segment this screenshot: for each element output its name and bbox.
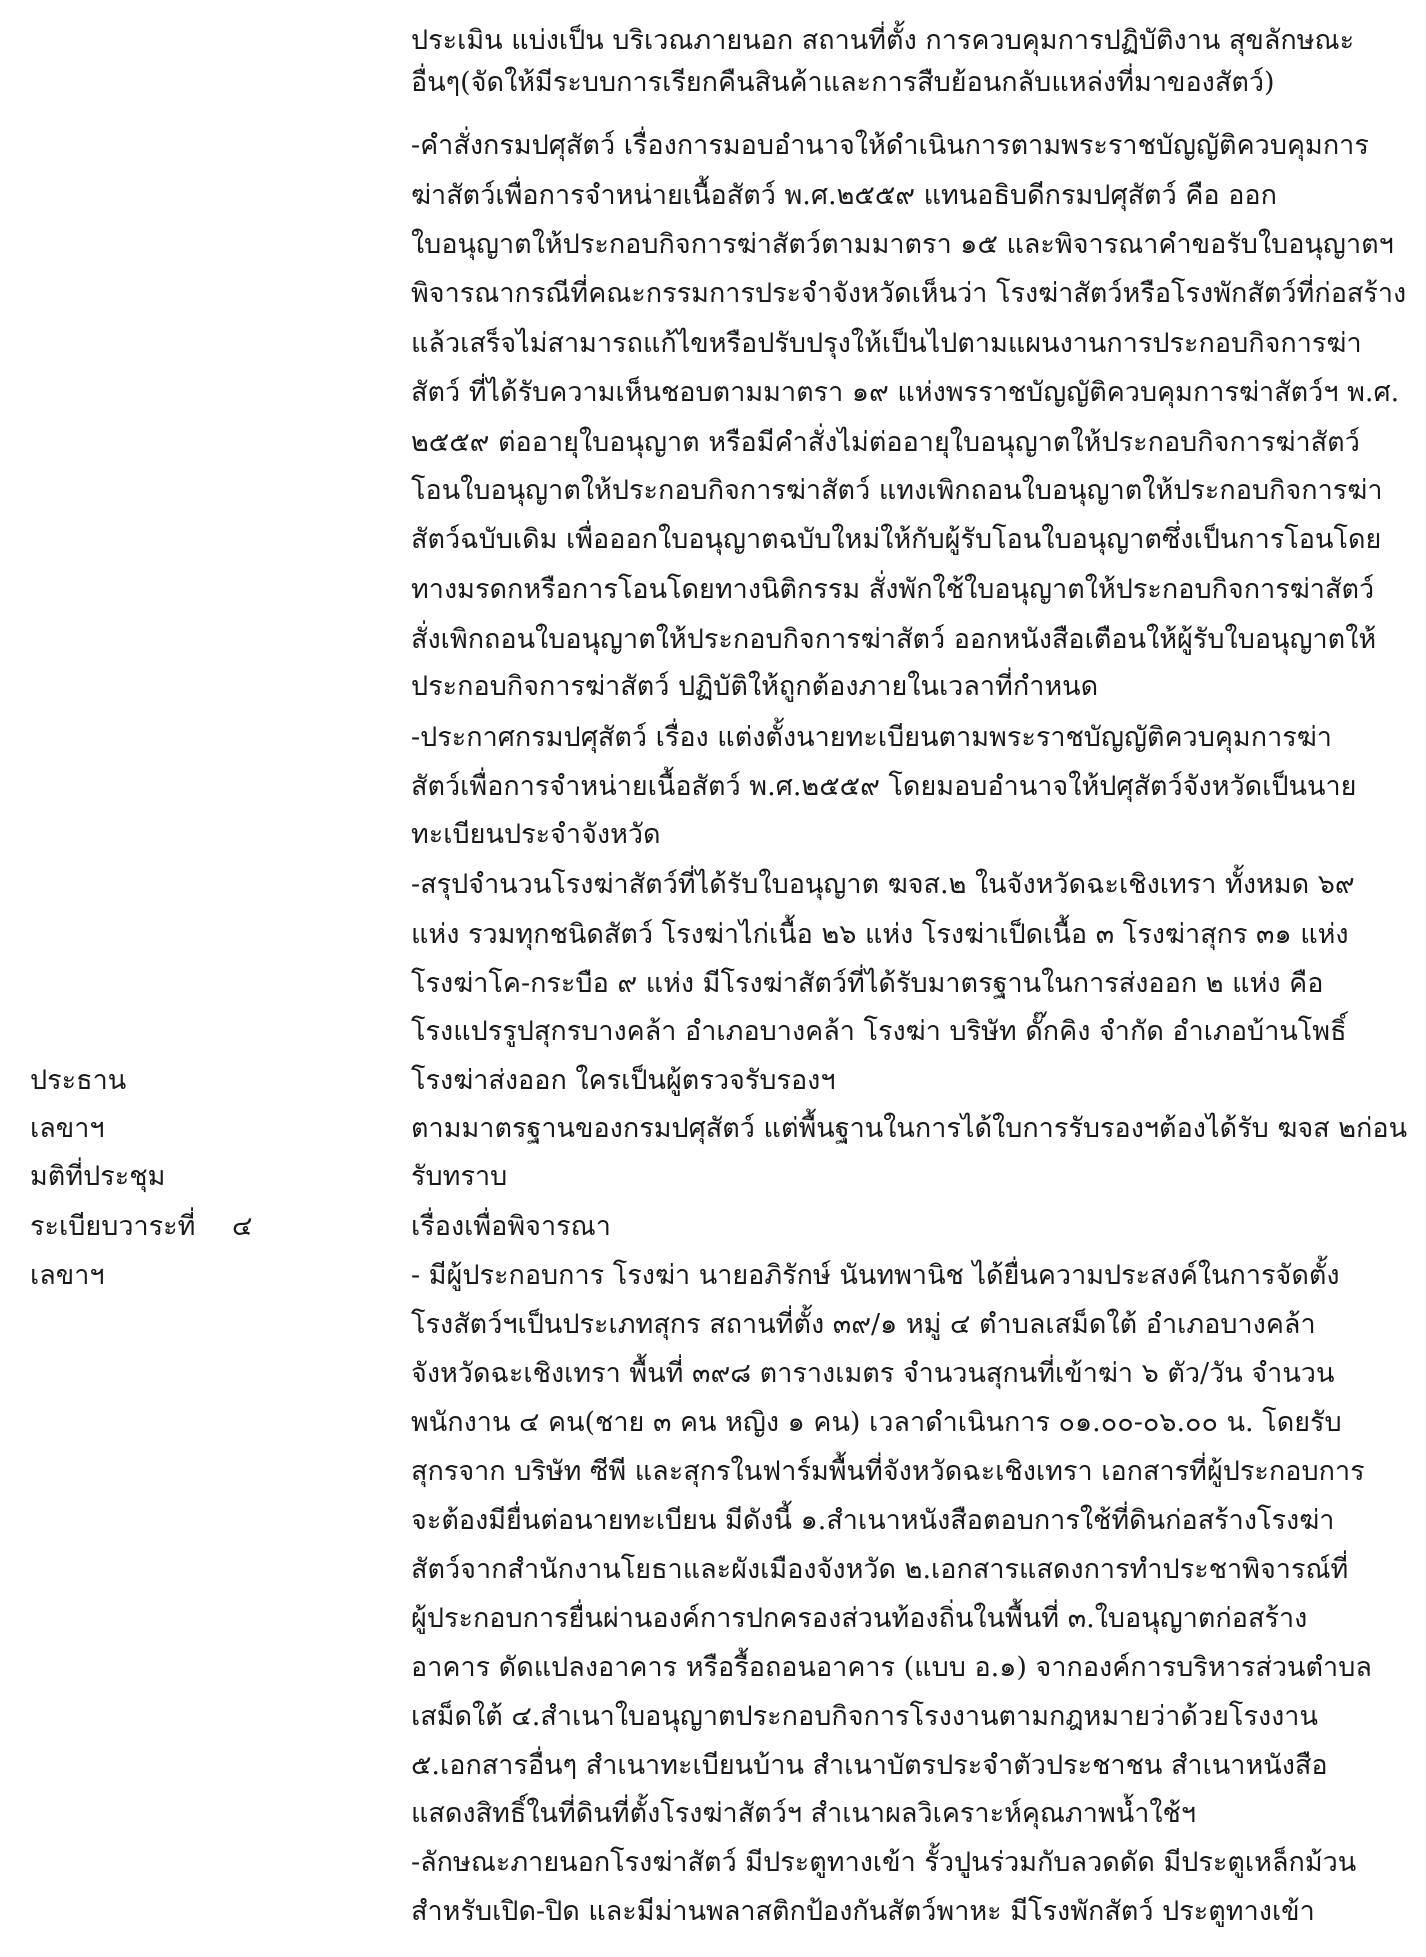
text-line: โรงสัตว์ฯเป็นประเภทสุกร สถานที่ตั้ง ๓๙/๑ หมู่ ๔ ตำบลเสม็ดใต้ อำเภอบางคล้า: [411, 1309, 1316, 1340]
text-line: สัตว์ฉบับเดิม เพื่อออกใบอนุญาตฉบับใหม่ให้กับผู้รับโอนใบอนุญาตซึ่งเป็นการโอนโดย: [411, 524, 1382, 555]
label-resolution: มติที่ประชุม: [30, 1161, 166, 1192]
text-line: อื่นๆ(จัดให้มีระบบการเรียกคืนสินค้าและการสืบย้อนกลับแหล่งที่มาของสัตว์): [411, 67, 1275, 98]
text-line: โรงแปรรูปสุกรบางคล้า อำเภอบางคล้า โรงฆ่า บริษัท ดั๊กคิง จำกัด อำเภอบ้านโพธิ์: [411, 1016, 1347, 1047]
text-line: ประเมิน แบ่งเป็น บริเวณภายนอก สถานที่ตั้ง การควบคุมการปฏิบัติงาน สุขลักษณะ: [411, 25, 1355, 56]
text-line: ทะเบียนประจำจังหวัด: [411, 819, 661, 850]
label-secretary-2: เลขาฯ: [30, 1260, 105, 1291]
text-line: แล้วเสร็จไม่สามารถแก้ไขหรือปรับปรุงให้เป็นไปตามแผนงานการประกอบกิจการฆ่า: [411, 328, 1362, 359]
text-line: สำหรับเปิด-ปิด และมีม่านพลาสติกป้องกันสัตว์พาหะ มีโรงพักสัตว์ ประตูทางเข้า: [411, 1896, 1315, 1927]
text-line: ๒๕๕๙ ต่ออายุใบอนุญาต หรือมีคำสั่งไม่ต่ออายุใบอนุญาตให้ประกอบกิจการฆ่าสัตว์: [411, 427, 1360, 458]
text-line: แห่ง รวมทุกชนิดสัตว์ โรงฆ่าไก่เนื้อ ๒๖ แห่ง โรงฆ่าเป็ดเนื้อ ๓ โรงฆ่าสุกร ๓๑ แห่ง: [411, 919, 1349, 950]
text-line: แสดงสิทธิ์ในที่ดินที่ตั้งโรงฆ่าสัตว์ฯ สำเนาผลวิเคราะห์คุณภาพน้ำใช้ฯ: [411, 1798, 1197, 1829]
text-line: พิจารณากรณีที่คณะกรรมการประจำจังหวัดเห็นว่า โรงฆ่าสัตว์หรือโรงพักสัตว์ที่ก่อสร้าง: [411, 278, 1407, 309]
agenda-number: ๔: [232, 1211, 253, 1242]
label-chairman: ประธาน: [30, 1065, 127, 1096]
text-line: - มีผู้ประกอบการ โรงฆ่า นายอภิรักษ์ นันทพานิช ได้ยื่นความประสงค์ในการจัดตั้ง: [411, 1260, 1340, 1291]
text-line: เสม็ดใต้ ๔.สำเนาใบอนุญาตประกอบกิจการโรงงานตามกฎหมายว่าด้วยโรงงาน: [411, 1701, 1318, 1732]
text-line: ๕.เอกสารอื่นๆ สำเนาทะเบียนบ้าน สำเนาบัตรประจำตัวประชาชน สำเนาหนังสือ: [411, 1750, 1328, 1781]
text-line: สัตว์เพื่อการจำหน่ายเนื้อสัตว์ พ.ศ.๒๕๕๙ โดยมอบอำนาจให้ปศุสัตว์จังหวัดเป็นนาย: [411, 771, 1357, 802]
text-line: สัตว์ ที่ได้รับความเห็นชอบตามมาตรา ๑๙ แห่งพรราชบัญญัติควบคุมการฆ่าสัตว์ฯ พ.ศ.: [411, 377, 1400, 408]
text-line: สั่งเพิกถอนใบอนุญาตให้ประกอบกิจการฆ่าสัตว์ ออกหนังสือเตือนให้ผู้รับใบอนุญาตให้: [411, 624, 1377, 655]
text-line: -สรุปจำนวนโรงฆ่าสัตว์ที่ได้รับใบอนุญาต ฆจส.๒ ในจังหวัดฉะเชิงเทรา ทั้งหมด ๖๙: [411, 869, 1355, 900]
text-line: สัตว์จากสำนักงานโยธาและผังเมืองจังหวัด ๒.เอกสารแสดงการทำประชาพิจารณ์ที่: [411, 1554, 1349, 1585]
text-line: ผู้ประกอบการยื่นผ่านองค์การปกครองส่วนท้องถิ่นในพื้นที่ ๓.ใบอนุญาตก่อสร้าง: [411, 1603, 1308, 1634]
text-line: ประกอบกิจการฆ่าสัตว์ ปฏิบัติให้ถูกต้องภายในเวลาที่กำหนด: [411, 671, 1099, 702]
text-line: -คำสั่งกรมปศุสัตว์ เรื่องการมอบอำนาจให้ดำเนินการตามพระราชบัญญัติควบคุมการ: [411, 130, 1369, 161]
label-agenda: ระเบียบวาระที่: [30, 1211, 196, 1242]
chairman-text: โรงฆ่าส่งออก ใครเป็นผู้ตรวจรับรองฯ: [411, 1065, 836, 1096]
text-line: พนักงาน ๔ คน(ชาย ๓ คน หญิง ๑ คน) เวลาดำเนินการ ๐๑.๐๐-๐๖.๐๐ น. โดยรับ: [411, 1407, 1342, 1438]
text-line: ทางมรดกหรือการโอนโดยทางนิติกรรม สั่งพักใช้ใบอนุญาตให้ประกอบกิจการฆ่าสัตว์: [411, 574, 1375, 605]
resolution-text: รับทราบ: [411, 1161, 508, 1192]
text-line: -ลักษณะภายนอกโรงฆ่าสัตว์ มีประตูทางเข้า รั้วปูนร่วมกับลวดดัด มีประตูเหล็กม้วน: [411, 1847, 1357, 1878]
agenda-title: เรื่องเพื่อพิจารณา: [411, 1211, 611, 1242]
text-line: โอนใบอนุญาตให้ประกอบกิจการฆ่าสัตว์ แทงเพิกถอนใบอนุญาตให้ประกอบกิจการฆ่า: [411, 475, 1383, 506]
text-line: ฆ่าสัตว์เพื่อการจำหน่ายเนื้อสัตว์ พ.ศ.๒๕๕๙ แทนอธิบดีกรมปศุสัตว์ คือ ออก: [411, 180, 1277, 211]
text-line: จังหวัดฉะเชิงเทรา พื้นที่ ๓๙๘ ตารางเมตร จำนวนสุกนที่เข้าฆ่า ๖ ตัว/วัน จำนวน: [411, 1358, 1335, 1389]
text-line: จะต้องมียื่นต่อนายทะเบียน มีดังนี้ ๑.สำเนาหนังสือตอบการใช้ที่ดินก่อสร้างโรงฆ่า: [411, 1505, 1335, 1536]
text-line: อาคาร ดัดแปลงอาคาร หรือรื้อถอนอาคาร (แบบ อ.๑) จากองค์การบริหารส่วนตำบล: [411, 1652, 1372, 1683]
text-line: -ประกาศกรมปศุสัตว์ เรื่อง แต่งตั้งนายทะเบียนตามพระราชบัญญัติควบคุมการฆ่า: [411, 722, 1332, 753]
label-secretary: เลขาฯ: [30, 1113, 105, 1144]
text-line: โรงฆ่าโค-กระบือ ๙ แห่ง มีโรงฆ่าสัตว์ที่ได้รับมาตรฐานในการส่งออก ๒ แห่ง คือ: [411, 968, 1324, 999]
secretary-text: ตามมาตรฐานของกรมปศุสัตว์ แต่พื้นฐานในการได้ใบการรับรองฯต้องได้รับ ฆจส ๒ก่อน: [411, 1113, 1408, 1144]
text-line: สุกรจาก บริษัท ซีพี และสุกรในฟาร์มพื้นที่จังหวัดฉะเชิงเทรา เอกสารที่ผู้ประกอบการ: [411, 1456, 1365, 1487]
text-line: ใบอนุญาตให้ประกอบกิจการฆ่าสัตว์ตามมาตรา ๑๕ และพิจารณาคำขอรับใบอนุญาตฯ: [411, 229, 1394, 260]
